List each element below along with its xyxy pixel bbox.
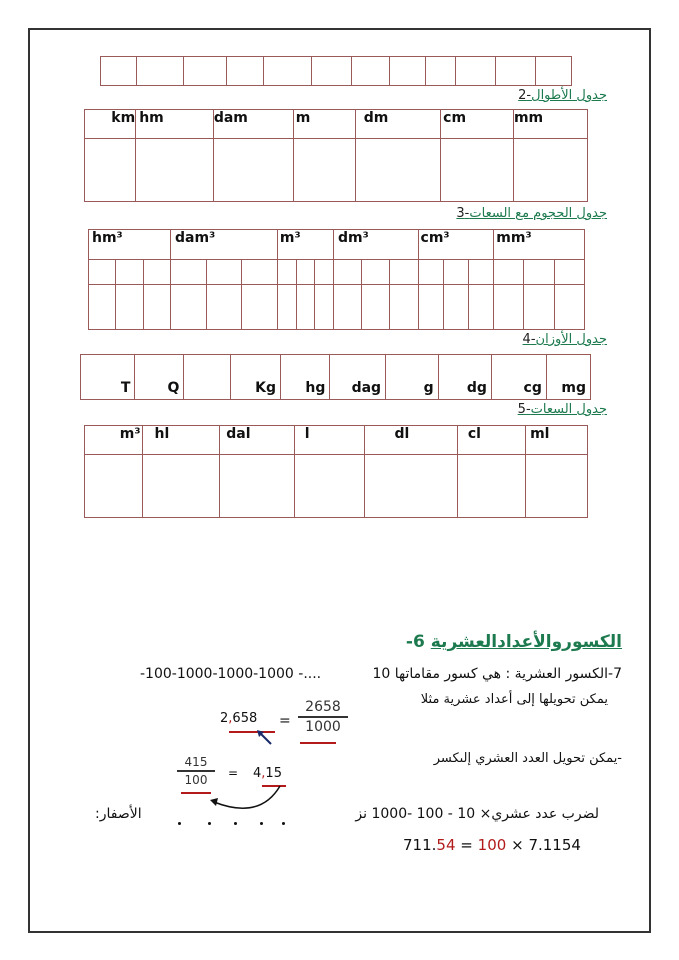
result-sep: . bbox=[431, 836, 437, 854]
equals-sign-2: = bbox=[228, 766, 239, 780]
unit-hm: hm bbox=[136, 110, 214, 139]
unit-m: m bbox=[293, 110, 355, 139]
section-weights-title: جدول الأوزان-4 bbox=[522, 332, 607, 347]
unit-g: g bbox=[386, 355, 439, 400]
unit-hm3: hm³ bbox=[89, 230, 171, 260]
convert-to-decimal-line: يمكن تحويلها إلى أعداد عشرية مثلا bbox=[420, 692, 608, 707]
unit-dm3: dm³ bbox=[334, 230, 419, 260]
multiply-lhs: 7.1154 bbox=[528, 836, 581, 854]
fraction-2-denominator: 100 bbox=[184, 773, 208, 787]
unit-dal: dal bbox=[220, 426, 294, 455]
unit-dg: dg bbox=[438, 355, 491, 400]
section-volumes-title: جدول الحجوم مع السعات-3 bbox=[456, 206, 607, 221]
decimal-fractions-denominators: -100-1000-1000-1000 -.... bbox=[140, 666, 322, 682]
unit-dl: dl bbox=[364, 426, 457, 455]
unit-blank bbox=[184, 355, 230, 400]
unit-hl: hl bbox=[142, 426, 220, 455]
fraction-1-denominator: 1000 bbox=[305, 719, 341, 735]
blank-strip-table bbox=[100, 56, 572, 86]
unit-cl: cl bbox=[457, 426, 525, 455]
unit-cm: cm bbox=[441, 110, 514, 139]
result-int: 711 bbox=[403, 836, 432, 854]
convert-to-fraction-line: -يمكن تحويل العدد العشري إلىكسر bbox=[433, 751, 622, 766]
unit-Q: Q bbox=[135, 355, 184, 400]
unit-dm: dm bbox=[355, 110, 440, 139]
unit-m3-cap: m³ bbox=[85, 426, 143, 455]
unit-mm3: mm³ bbox=[494, 230, 585, 260]
section-lengths-title: جدول الأطوال-2 bbox=[518, 88, 607, 103]
arrow-1 bbox=[255, 728, 275, 748]
unit-hg: hg bbox=[280, 355, 329, 400]
unit-m3: m³ bbox=[277, 230, 333, 260]
unit-ml: ml bbox=[526, 426, 588, 455]
multiply-example: 711.54 = 100 × 7.1154 bbox=[403, 836, 581, 854]
fraction-1-numerator: 2658 bbox=[305, 699, 341, 715]
unit-cm3: cm³ bbox=[418, 230, 494, 260]
result-dec: 54 bbox=[436, 836, 456, 854]
fraction-example-1 bbox=[298, 699, 348, 735]
unit-km: km bbox=[85, 110, 136, 139]
unit-T: T bbox=[81, 355, 135, 400]
section-capacities-title: جدول السعات-5 bbox=[517, 402, 607, 417]
decimals-heading: الكسوروالأعدادالعشرية 6- bbox=[405, 632, 622, 652]
decimal-fractions-definition: 7-الكسور العشرية : هي كسور مقاماتها 10 bbox=[372, 666, 622, 682]
unit-mg: mg bbox=[546, 355, 590, 400]
lengths-table bbox=[84, 109, 588, 202]
equals-sign-1: = bbox=[279, 713, 291, 729]
curved-arrow-2 bbox=[200, 780, 290, 820]
unit-cg: cg bbox=[491, 355, 546, 400]
unit-Kg: Kg bbox=[230, 355, 280, 400]
decimal-result-1: 2,658 bbox=[220, 711, 258, 726]
volumes-table bbox=[88, 229, 585, 330]
unit-dam: dam bbox=[213, 110, 293, 139]
unit-l: l bbox=[294, 426, 364, 455]
capacities-table bbox=[84, 425, 588, 518]
decimal-result-2: 4,15 bbox=[253, 766, 282, 781]
weights-table bbox=[80, 354, 591, 400]
multiply-factor: 100 bbox=[477, 836, 507, 854]
fraction-2-numerator: 415 bbox=[184, 755, 208, 769]
unit-dam3: dam³ bbox=[171, 230, 278, 260]
multiply-rule-tail: الأصفار: bbox=[95, 806, 142, 822]
multiply-rule-line: لضرب عدد عشري× 10 - 100 -1000 نز bbox=[355, 806, 599, 822]
unit-mm: mm bbox=[513, 110, 587, 139]
unit-dag: dag bbox=[330, 355, 386, 400]
